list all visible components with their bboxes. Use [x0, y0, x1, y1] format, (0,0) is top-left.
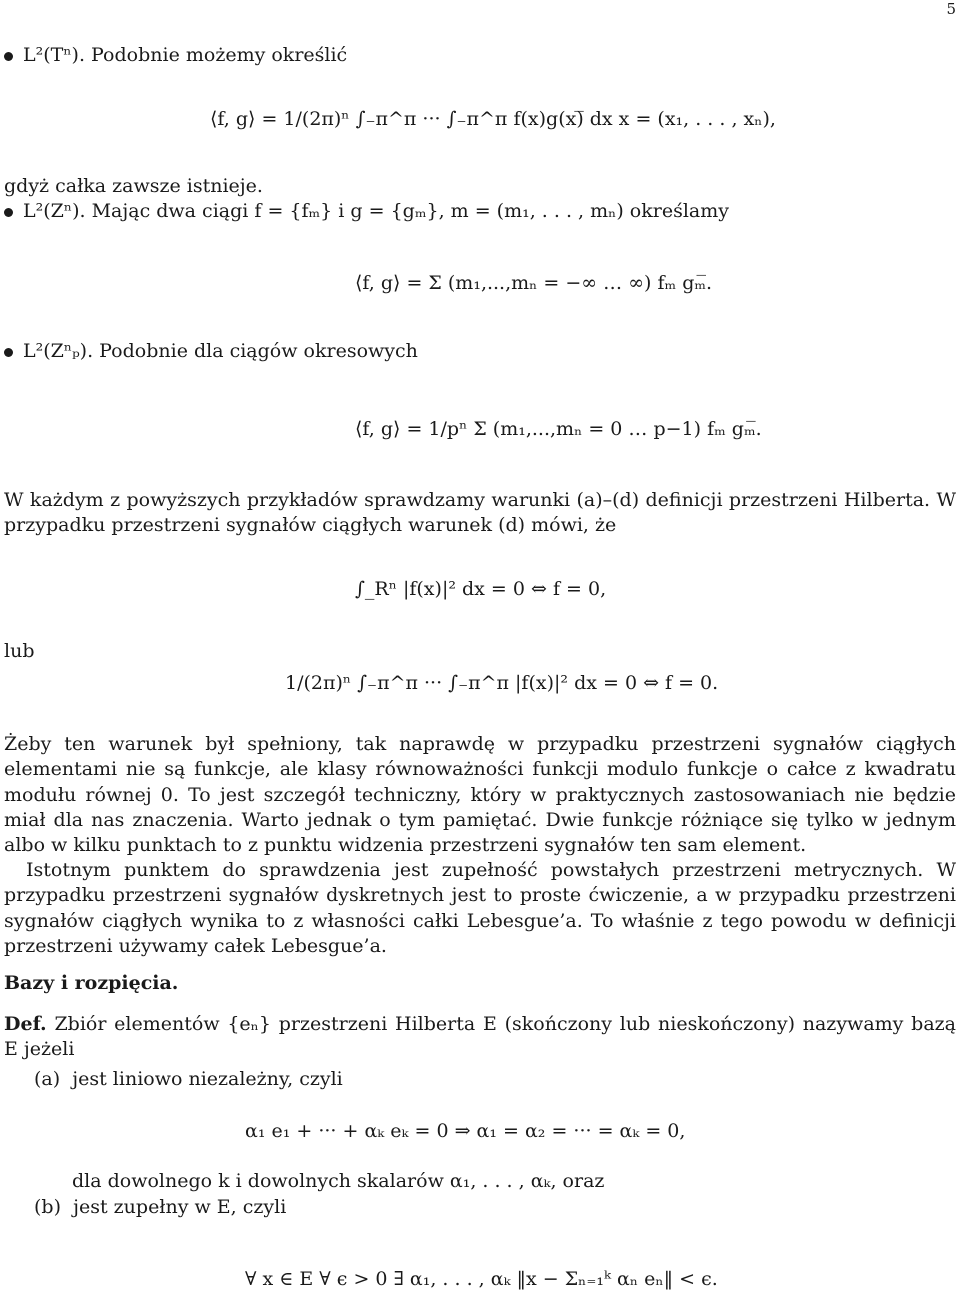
bullet-text: Podobnie dla ciągów okresowych: [99, 340, 418, 362]
equation-inner-product-sequences: ⟨f, g⟩ = Σ (m₁,...,mₙ = −∞ … ∞) fₘ gₘ̅.: [355, 272, 713, 294]
bullet-text: Podobnie możemy określić: [91, 44, 348, 66]
equation-norm-zero: ∫_Rⁿ |f(x)|² dx = 0 ⇔ f = 0,: [355, 578, 607, 600]
list-item-label: (b): [34, 1196, 61, 1218]
list-item-text: jest zupełny w E, czyli: [73, 1196, 287, 1218]
sentence-gdyz: gdyż całka zawsze istnieje.: [4, 175, 263, 197]
bullet-item: [4, 44, 347, 66]
text-for-any: dla dowolnego k i dowolnych skalarów α₁, . . . , αₖ, oraz: [72, 1170, 605, 1192]
equation-completeness: ∀ x ∈ E ∀ ϵ > 0 ∃ α₁, . . . , αₖ ‖x − Σₙ₌₁ᵏ αₙ eₙ‖ < ϵ.: [245, 1268, 718, 1290]
list-item-text: jest liniowo niezależny, czyli: [72, 1068, 343, 1090]
equation-linear-independence: α₁ e₁ + ··· + αₖ eₖ = 0 ⇒ α₁ = α₂ = ··· = αₖ = 0,: [245, 1120, 686, 1142]
list-item-label: (a): [34, 1068, 61, 1090]
equation-inner-product-torus: ⟨f, g⟩ = 1/(2π)ⁿ ∫₋π^π ··· ∫₋π^π f(x)g(x)̅ dx x = (x₁, . . . , xₙ),: [210, 108, 776, 130]
page-number: 5: [946, 0, 956, 18]
paragraph-conditions: W każdym z powyższych przykładów sprawdzamy warunki (a)–(d) definicji przestrzeni Hilberta. W przypadku przestrzeni sygnałów ciągłych warunek (d) mówi, że: [4, 489, 956, 537]
bullet-label: L²(Zⁿ).: [23, 200, 86, 222]
list-item-b: [34, 1196, 286, 1218]
paragraph-completeness: Istotnym punktem do sprawdzenia jest zupełność powstałych przestrzeni metrycznych. W przypadku przestrzeni sygnałów dyskretnych jest to proste ćwiczenie, a w przypadku przestrzeni sygnałów ciągłych wynika to z własności całki Lebesgue’a. To właśnie z tego powodu w definicji przestrzeni używamy całek Lebesgue’a.: [4, 859, 956, 957]
bullet-label: L²(Tⁿ).: [23, 44, 85, 66]
bullet-item: [4, 200, 729, 222]
bullet-label: L²(Zⁿₚ).: [23, 340, 94, 362]
definition-text: Zbiór elementów {eₙ} przestrzeni Hilberta E (skończony lub nieskończony) nazywamy bazą E jeżeli: [4, 1013, 956, 1061]
section-heading: Bazy i rozpięcia.: [4, 972, 179, 994]
bullet-icon: [4, 52, 13, 61]
bullet-icon: [4, 208, 13, 217]
bullet-icon: [4, 348, 13, 357]
bullet-item: [4, 340, 418, 362]
bullet-text: Mając dwa ciągi f = {fₘ} i g = {gₘ}, m = (m₁, . . . , mₙ) określamy: [91, 200, 729, 222]
definition-label: Def.: [4, 1013, 47, 1035]
list-item-a: [34, 1068, 343, 1090]
definition: [4, 1012, 956, 1063]
paragraph-equivalence-classes: Żeby ten warunek był spełniony, tak naprawdę w przypadku przestrzeni sygnałów ciągłych elementami nie są funkcje, ale klasy równoważności funkcji modulo funkcje o całce z kwadratu modułu równej 0. To jest szczegół techniczny, który w praktycznych zastosowaniach nie będzie miał dla nas znaczenia. Warto jednak o tym pamiętać. Dwie funkcje różniące się tylko w jednym albo w kilku punktach to z punktu widzenia przestrzeni sygnałów ten sam element.: [4, 733, 956, 857]
equation-norm-zero-multi: 1/(2π)ⁿ ∫₋π^π ··· ∫₋π^π |f(x)|² dx = 0 ⇔ f = 0.: [285, 672, 719, 694]
text-lub: lub: [4, 640, 35, 662]
equation-inner-product-periodic: ⟨f, g⟩ = 1/pⁿ Σ (m₁,...,mₙ = 0 … p−1) fₘ gₘ̅.: [355, 418, 762, 440]
